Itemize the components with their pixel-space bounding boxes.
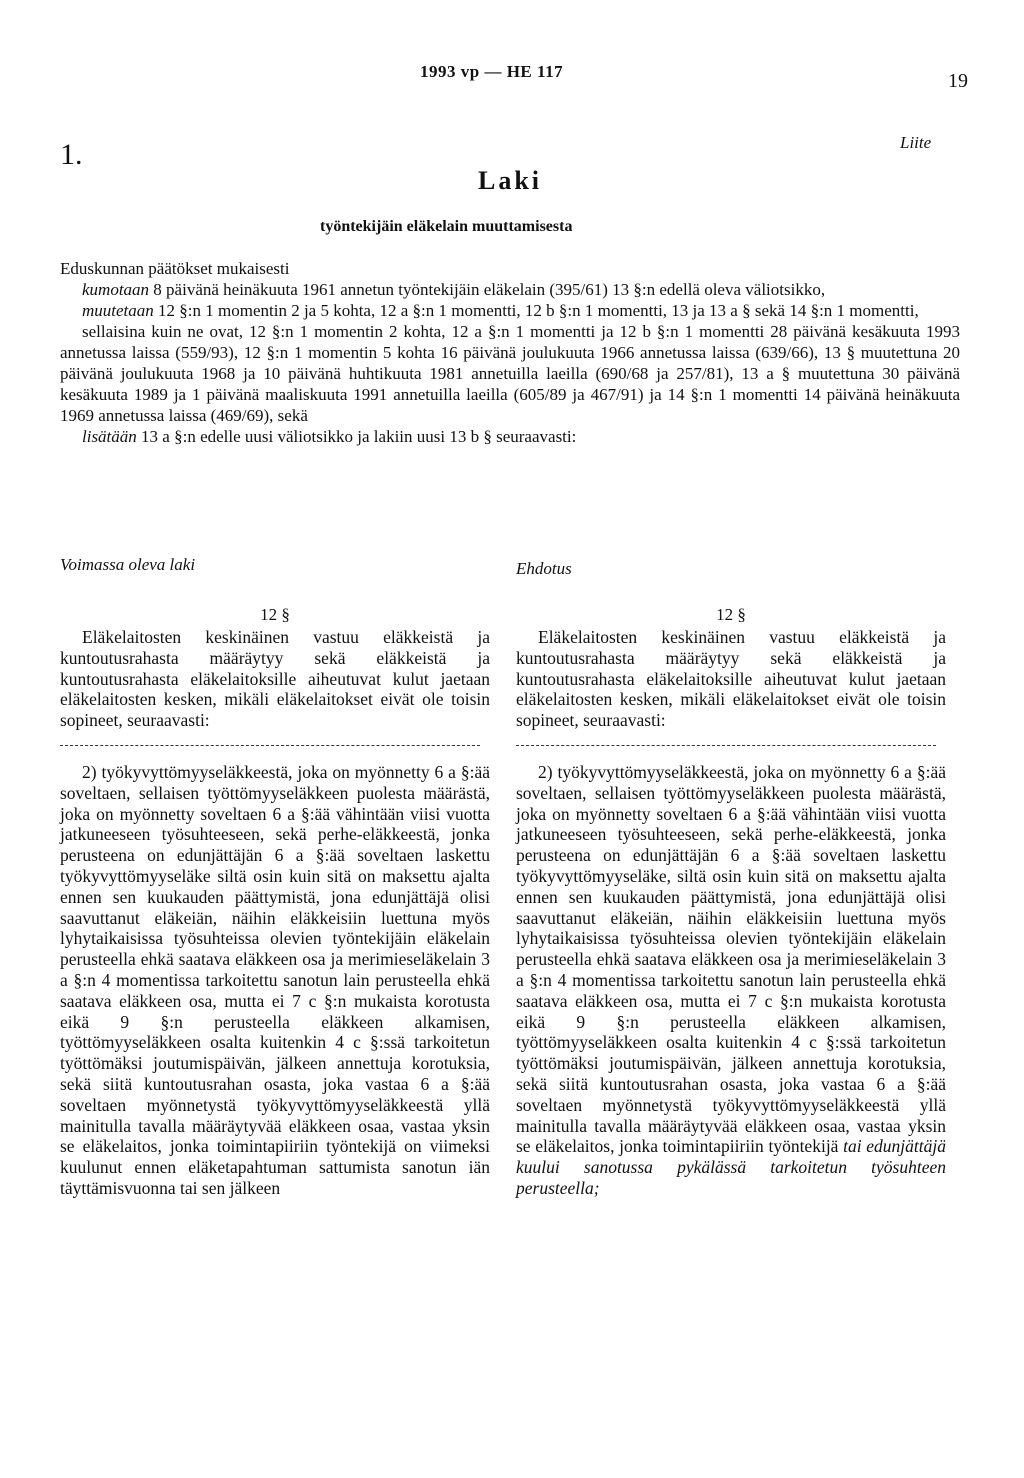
amend-text: 12 §:n 1 momentin 2 ja 5 kohta, 12 a §:n 1 momentti, 12 b §:n 1 momentti, 13 ja 13 a § sekä 14 §:n 1 momentti, xyxy=(153,301,919,320)
current-law-column xyxy=(60,555,490,1199)
preamble-history: sellaisina kuin ne ovat, 12 §:n 1 momentin 2 kohta, 12 a §:n 1 momentti ja 12 b §:n 1 momentti 28 päivänä kesäkuuta 1993 annetussa laissa (559/93), 12 §:n 1 momentin 5 kohta 16 päivänä joulukuuta 1966 annetussa laissa (639/66), 13 § muutettuna 20 päivänä joulukuuta 1968 ja 10 päivänä huhtikuuta 1981 annetuilla laeilla (690/68 ja 257/81), 13 a § muutettuna 30 päivänä kesäkuuta 1989 ja 1 päivänä maaliskuuta 1991 annetuilla laeilla (605/89 ja 467/91) ja 14 §:n 1 momentti 14 päivänä heinäkuuta 1969 annetussa laissa (469/69), sekä xyxy=(60,322,960,425)
section-body xyxy=(516,762,946,1199)
law-subtitle: työntekijäin eläkelain muuttamisesta xyxy=(320,218,573,235)
proposal-heading: Ehdotus xyxy=(516,559,572,578)
appendix-label: Liite xyxy=(900,133,932,152)
current-law-heading: Voimassa oleva laki xyxy=(60,555,196,574)
preamble-amend xyxy=(60,300,960,321)
running-head: 1993 vp — HE 117 xyxy=(420,62,564,81)
amend-keyword: muutetaan xyxy=(82,301,154,320)
law-title: Laki xyxy=(478,166,543,195)
preamble xyxy=(60,258,960,447)
section-number: 12 § xyxy=(716,605,746,624)
add-keyword: lisätään xyxy=(82,427,137,446)
section-number: 12 § xyxy=(260,605,290,624)
proposal-column xyxy=(516,555,946,1199)
preamble-add xyxy=(60,426,960,447)
omission-divider xyxy=(60,745,480,746)
add-text: 13 a §:n edelle uusi väliotsikko ja lakiin uusi 13 b § seuraavasti: xyxy=(136,427,577,446)
item-number: 1. xyxy=(60,138,83,171)
page-header xyxy=(0,62,1024,92)
page-number: 19 xyxy=(948,70,968,92)
omission-divider xyxy=(516,745,936,746)
section-body: 2) työkyvyttömyyseläkkeestä, joka on myönnetty 6 a §:ää soveltaen, sellaisen työttömyyseläkkeen puolesta määrästä, joka on myönnetty soveltaen 6 a §:ää vähintään viisi vuotta jatkuneeseen työsuhteeseen, sekä perhe-eläkkeestä, jonka perusteena on edunjättäjän 6 a §:ää soveltaen laskettu työkyvyttömyyseläke siltä osin kuin sitä on maksettu ajalta ennen sen kuukauden päättymistä, jona edunjättäjä olisi saavuttanut eläkeiän, näihin eläkkeisiin luettuna myös lyhytaikaisissa työsuhteissa olevien työntekijäin eläkelain perusteella ehkä saatava eläkkeen osa ja merimieseläkelain 3 a §:n 4 momentissa tarkoitettu sanotun lain perusteella ehkä saatava eläkkeen osa, mutta ei 7 c §:n mukaista korotusta eikä 9 §:n perusteella eläkkeen alkamisen, työttömyyseläkkeen osalta kuitenkin 4 c §:ssä tarkoitetun työttömäksi joutumispäivän, jälkeen annettuja korotuksia, sekä siitä kuntoutusrahan osasta, joka vastaa 6 a §:ää soveltaen myönnetystä työkyvyttömyyseläkkeestä yllä mainitulla tavalla määräytyvää eläkkeen osaa, vastaa yksin se eläkelaitos, jonka toimintapiiriin työntekijä on viimeksi kuulunut ennen eläketapahtuman sattumista sanotun iän täyttämisvuonna tai sen jälkeen xyxy=(60,761,490,1198)
section-intro: Eläkelaitosten keskinäinen vastuu eläkkeistä ja kuntoutusrahasta määräytyy sekä eläkkeistä ja kuntoutusrahasta eläkelaitoksille aiheutuvat kulut jaetaan eläkelaitosten kesken, mikäli eläkelaitokset eivät ole toisin sopineet, seuraavasti: xyxy=(60,627,490,731)
repeal-keyword: kumotaan xyxy=(82,280,150,299)
repeal-text: 8 päivänä heinäkuuta 1961 annetun työntekijäin eläkelain (395/61) 13 §:n edellä oleva väliotsikko, xyxy=(149,280,826,299)
amended-text: tai edunjättäjä kuului sanotussa pykälässä tarkoitetun työsuhteen perusteella; xyxy=(516,1136,946,1198)
preamble-repeal xyxy=(60,279,960,300)
section-body-text: 2) työkyvyttömyyseläkkeestä, joka on myönnetty 6 a §:ää soveltaen, sellaisen työttömyyseläkkeen puolesta määrästä, joka on myönnetty soveltaen 6 a §:ää vähintään viisi vuotta jatkuneeseen työsuhteeseen, sekä perhe-eläkkeestä, jonka perusteena on edunjättäjän 6 a §:ää soveltaen laskettu työkyvyttömyyseläke, siltä osin kuin sitä on maksettu ajalta ennen sen kuukauden päättymistä, jona edunjättäjä olisi saavuttanut eläkeiän, näihin eläkkeisiin luettuna myös lyhytaikaisissa työsuhteissa olevien työntekijäin eläkelain perusteella ehkä saatava eläkkeen osa ja merimieseläkelain 3 a §:n 4 momentissa tarkoitettu sanotun lain perusteella ehkä saatava eläkkeen osa, mutta ei 7 c §:n mukaista korotusta eikä 9 §:n perusteella eläkkeen alkamisen, työttömyyseläkkeen osalta kuitenkin 4 c §:ssä tarkoitetun työttömäksi joutumispäivän, jälkeen annettuja korotuksia, sekä siitä kuntoutusrahan osasta, joka vastaa 6 a §:ää soveltaen myönnetystä työkyvyttömyyseläkkeestä yllä mainitulla tavalla määräytyvää eläkkeen osaa, vastaa yksin se eläkelaitos, jonka toimintapiiriin työntekijä xyxy=(516,761,946,1157)
section-intro: Eläkelaitosten keskinäinen vastuu eläkkeistä ja kuntoutusrahasta määräytyy sekä eläkkeistä ja kuntoutusrahasta eläkelaitoksille aiheutuvat kulut jaetaan eläkelaitosten kesken, mikäli eläkelaitokset eivät ole toisin sopineet, seuraavasti: xyxy=(516,627,946,731)
preamble-intro: Eduskunnan päätökset mukaisesti xyxy=(60,259,290,278)
